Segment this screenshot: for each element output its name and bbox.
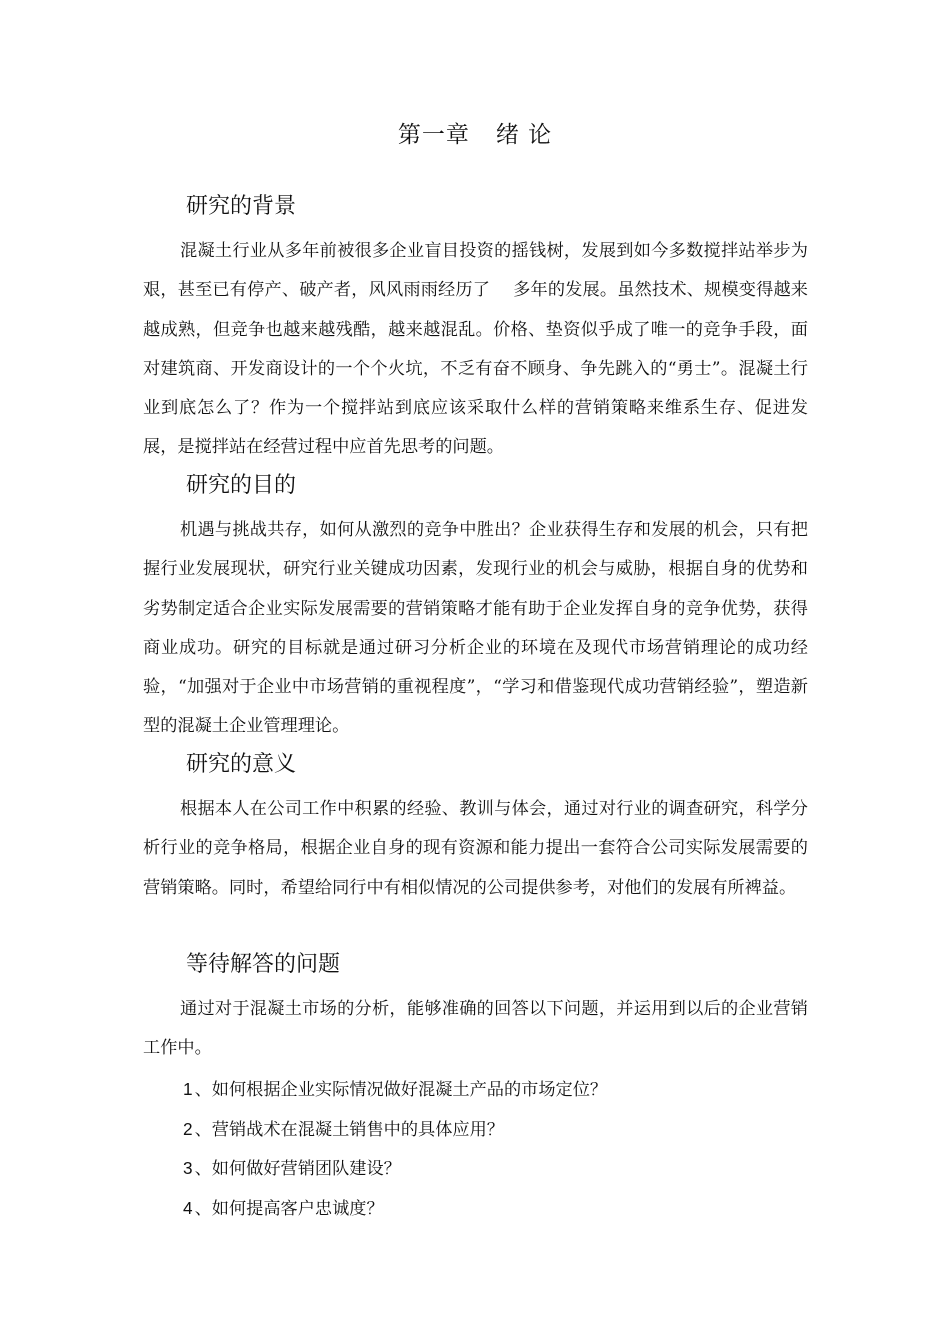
question-text: 、如何提高客户忠诚度？ bbox=[194, 1198, 384, 1219]
list-item bbox=[183, 1189, 803, 1229]
list-item bbox=[183, 1149, 803, 1189]
section-heading-significance: 研究的意义 bbox=[186, 752, 297, 777]
list-item bbox=[183, 1110, 803, 1150]
section-text-questions: 通过对于混凝土市场的分析，能够准确的回答以下问题，并运用到以后的企业营销工作中。 bbox=[143, 999, 808, 1059]
question-number: 3 bbox=[183, 1158, 193, 1178]
question-number: 4 bbox=[183, 1197, 193, 1218]
chapter-name: 绪 论 bbox=[495, 122, 553, 148]
question-text: 、如何根据企业实际情况做好混凝土产品的市场定位？ bbox=[194, 1080, 608, 1100]
question-number: 1 bbox=[183, 1079, 193, 1099]
question-list bbox=[183, 1070, 803, 1228]
question-number: 2 bbox=[183, 1118, 193, 1139]
section-heading-purpose: 研究的目的 bbox=[186, 473, 297, 498]
section-heading-questions: 等待解答的问题 bbox=[186, 952, 341, 977]
question-text: 、营销战术在混凝土销售中的具体应用？ bbox=[194, 1119, 504, 1140]
section-heading-background: 研究的背景 bbox=[186, 194, 297, 219]
section-text-purpose: 机遇与挑战共存，如何从激烈的竞争中胜出？企业获得生存和发展的机会，只有把握行业发展现状，研究行业关键成功因素，发现行业的机会与威胁，根据自身的优势和劣势制定适合企业实际发展需要的营销策略才能有助于企业发挥自身的竞争优势，获得商业成功。研究的目标就是通过研习分析企业的环境在及现代市场营销理论的成功经验，“加强对于企业中市场营销的重视程度”，“学习和借鉴现代成功营销经验”，塑造新型的混凝土企业管理理论。 bbox=[143, 520, 808, 737]
chapter-title bbox=[0, 118, 950, 152]
chapter-number: 第一章 bbox=[397, 122, 470, 148]
section-text-background: 混凝土行业从多年前被很多企业盲目投资的摇钱树，发展到如今多数搅拌站举步为艰，甚至已有停产、破产者，风风雨雨经历了 多年的发展。虽然技术、规模变得越来越成熟，但竞争也越来越残酷，越来越混乱。价格、垫资似乎成了唯一的竞争手段，面对建筑商、开发商设计的一个个火坑，不乏有奋不顾身、争先跳入的“勇士”。混凝土行业到底怎么了？作为一个搅拌站到底应该采取什么样的营销策略来维系生存、促进发展，是搅拌站在经营过程中应首先思考的问题。 bbox=[143, 241, 808, 458]
section-text-significance: 根据本人在公司工作中积累的经验、教训与体会，通过对行业的调查研究，科学分析行业的竞争格局，根据企业自身的现有资源和能力提出一套符合公司实际发展需要的营销策略。同时，希望给同行中有相似情况的公司提供参考，对他们的发展有所裨益。 bbox=[143, 799, 808, 898]
question-text: 、如何做好营销团队建设？ bbox=[194, 1159, 401, 1179]
list-item bbox=[183, 1070, 803, 1110]
